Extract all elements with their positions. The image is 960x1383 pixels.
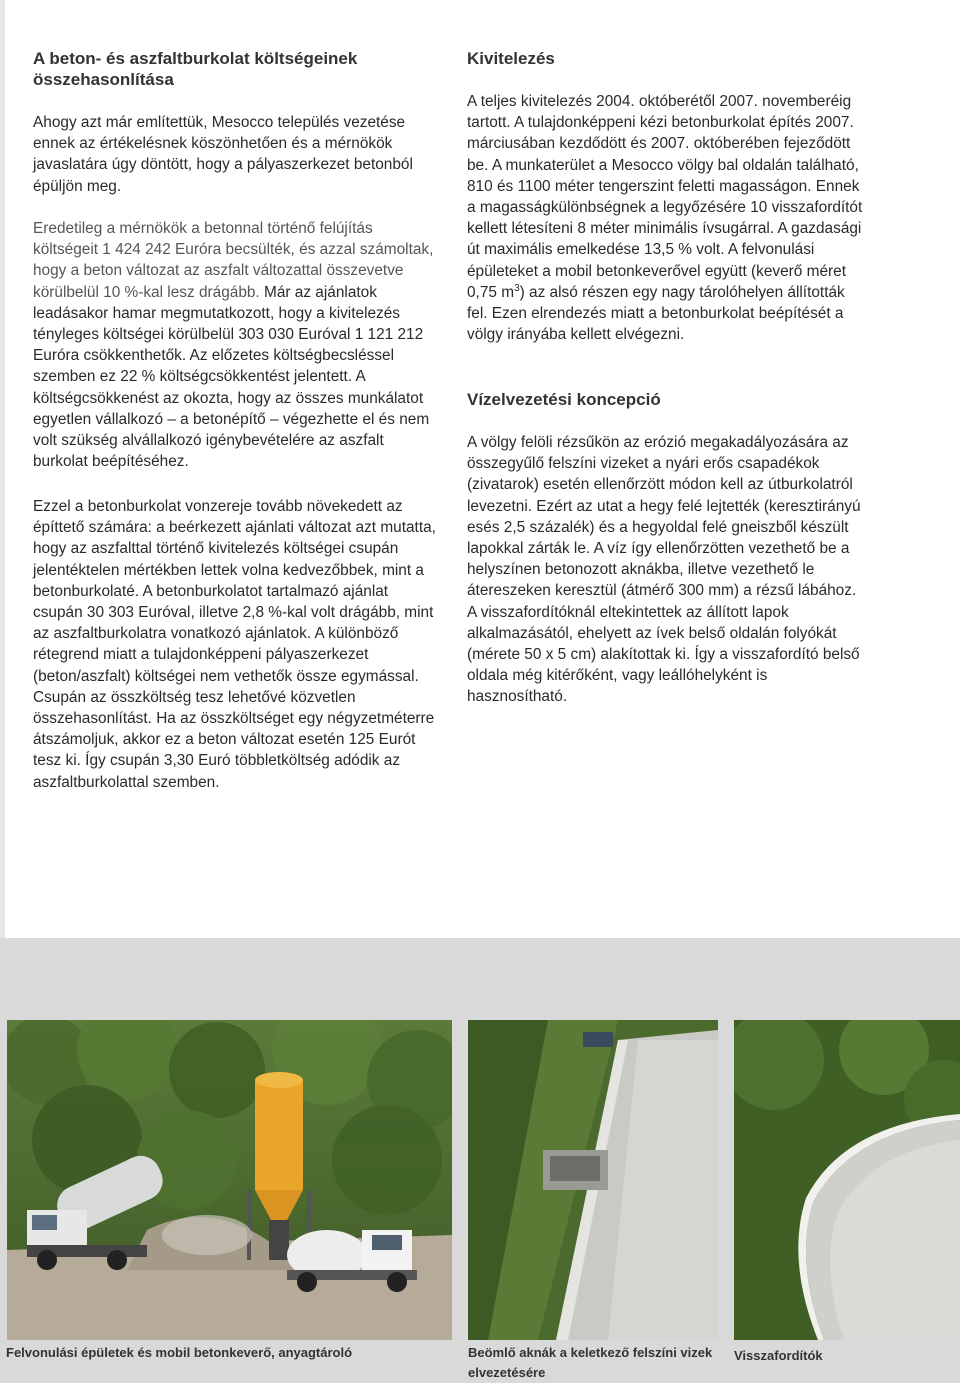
cubic-superscript: 3: [514, 282, 520, 294]
photo-inlet-shafts: [468, 1020, 718, 1340]
execution-heading: Kivitelezés: [467, 49, 555, 68]
inlet-shafts-image: [468, 1020, 718, 1340]
caption-hairpin-turns: Visszafordítók: [734, 1348, 823, 1363]
cost-estimate-rest: Már az ajánlatok leadásakor hamar megmutatkozott, hogy a kivitelezés tényleges költségei körülbelül 303 030 Euróval 1 121 212 Euróra csökkenthetők. Az előzetes költségbecsléssel szemben ez 22 % költségcsökkentést jelentett. A költségcsökkenést az okozta, hogy az összes munkálatot egyetlen vállalkozó – a betonépítő – végezhette el és nem volt szükség alvállalkozó igénybevételére az aszfalt burkolat beépítéséhez.: [33, 283, 430, 471]
attractiveness-paragraph: Ezzel a betonburkolat vonzereje tovább növekedett az építtető számára: a beérkezett ajánlati változat azt mutatta, hogy az aszfalttal történő kivitelezés költségei csupán jelentéktelen mértékben lettek volna kedvezőbbek, mint a betonburkolaté. A betonburkolatot tartalmazó ajánlat csupán 30 303 Euróval, illetve 2,8 %-kal volt drágább, mint az aszfaltburkolatra vonatkozó ajánlatok. A különböző rétegrend miatt a tulajdonképpeni pályaszerkezet (beton/aszfalt) költségei nem vethetők össze egymással. Csupán az összköltség tesz lehetővé közvetlen összehasonlítást. Ha az összköltséget egy négyzetméterre átszámoljuk, akkor ez a beton változat esetén 125 Eurót tesz ki. Így csupán 3,30 Euró többletköltség adódik az aszfaltburkolattal szemben.: [33, 498, 436, 791]
caption-inlet-shafts: Beömlő aknák a keletkező felszíni vizek elvezetésére: [468, 1345, 713, 1380]
execution-text-a: A teljes kivitelezés 2004. októberétől 2007. novemberéig tartott. A tulajdonképpeni kézi betonburkolat építés 2007. márciusában kezdődött és 2007. októberében fejeződött be. A munkaterület a Mesocco völgy bal oldalán található, 810 és 1100 méter tengerszint feletti magasságon. Ennek a magasságkülönbségnek a legyőzésére 10 visszafordítót kellett létesíteni 8 méter minimális ívsugárral. A gazdasági út maximális emelkedése 13,5 % volt. A felvonulási épületeket a mobil betonkeverővel együtt (keverő méret 0,75 m: [467, 93, 863, 301]
photo-construction-site: [7, 1020, 452, 1340]
execution-paragraph: [467, 91, 867, 345]
drainage-paragraph: A völgy felöli rézsűkön az erózió megakadályozására az összegyűlő felszíni vizeket a nyári erős csapadékok (zivatarok) esetén ellenőrzött módon kell az útburkolatról levezetni. Ezért az utat a hegy felé lejtették (keresztirányú esés 2,5 százalék) és a hegyoldal felé gneiszből készült lapokkal zárták le. A víz így ellenőrzötten vezethető be a helyszínen betonozott aknákba, illetve vezethető le átereszeken keresztül (átmérő 300 mm) a rézsű lábához. A visszafordítóknál eltekintettek az állított lapok alkalmazásától, ehelyett az ívek belső oldalán folyókát (mérete 50 x 5 cm) alakítottak ki. Így a visszafordító belső oldala még kitérőként, vagy leállóhelyként is hasznosítható.: [467, 434, 861, 706]
hairpin-turns-image: [734, 1020, 960, 1340]
cost-estimate-paragraph: [33, 218, 438, 472]
construction-site-image: [7, 1020, 452, 1340]
photo-hairpin-turns: [734, 1020, 960, 1340]
caption-construction-site: Felvonulási épületek és mobil betonkeverő, anyagtároló: [6, 1345, 353, 1360]
cost-comparison-heading: A beton- és aszfaltburkolat költségeinek összehasonlítása: [33, 49, 358, 89]
cost-estimate-lead: Eredetileg a mérnökök a betonnal történő felújítás költségeit 1 424 242 Euróra becsülték, és azzal számoltak, hogy a beton változat az aszfalt változattal összevetve körülbelül 10 %-kal lesz drágább.: [33, 220, 434, 301]
drainage-heading: Vízelvezetési koncepció: [467, 390, 661, 409]
execution-text-b: ) az alsó részen egy nagy tárolóhelyen állították fel. Ezen elrendezés miatt a betonburkolat beépítését a völgy irányába kellett elvégezni.: [467, 283, 845, 344]
intro-paragraph: Ahogy azt már említettük, Mesocco település vezetése ennek az értékelésnek köszönhetően és a mérnökök javaslatára úgy döntött, hogy a pályaszerkezet betonból épüljön meg.: [33, 114, 413, 195]
